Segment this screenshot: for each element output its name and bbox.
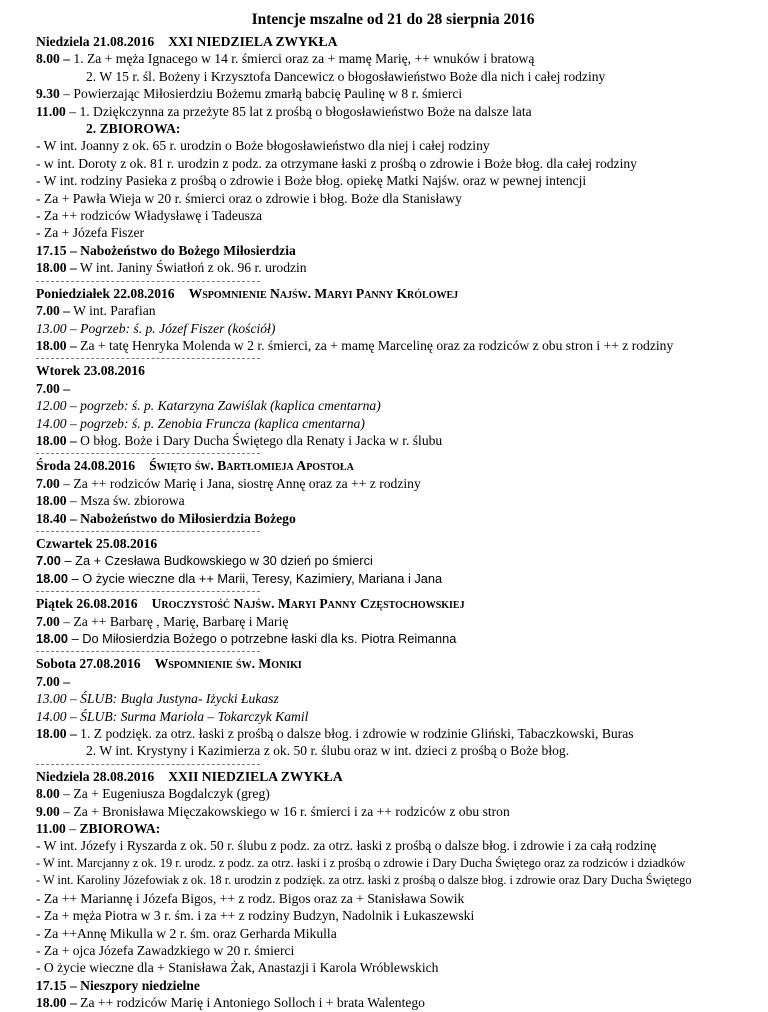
intentions-list [36, 33, 750, 1012]
intention-text: - w int. Doroty z ok. 81 r. urodzin z podz. za otrzymane łaski z prośbą o zdrowie i Boże błog. dla całej rodziny [36, 155, 637, 171]
day-heading [36, 595, 750, 612]
mass-time: 9.00 [36, 803, 60, 819]
intention-line [36, 742, 750, 759]
section-divider [36, 358, 260, 359]
intention-line [36, 242, 750, 259]
intention-line [36, 803, 750, 820]
intention-line [36, 907, 750, 924]
section-divider [36, 651, 260, 652]
intention-text: - W int. Marcjanny z ok. 19 r. urodz. z podz. za otrz. łaski i z prośbą o zdrowie i Dary Ducha Świętego oraz za rodziców i dziadków [36, 855, 686, 870]
intention-italic: 14.00 – pogrzeb: ś. p. Zenobia Fruncza (kaplica cmentarna) [36, 415, 365, 431]
mass-time: 18.00 – [36, 337, 77, 353]
mass-time: 18.00 [36, 493, 67, 509]
intention-text: – Za ++ Barbarę , Marię, Barbarę i Marię [59, 613, 289, 629]
mass-time: 7.00 [36, 475, 60, 491]
intention-text: 1. Z podzięk. za otrz. łaski z prośbą o dalsze błog. i zdrowie w rodzinie Gliński, Tabaczkowski, Buras [76, 726, 634, 742]
intention-text: Za ++ rodziców Marię i Antoniego Solloch i + brata Walentego [76, 995, 425, 1011]
intention-text: 1. Za + męża Ignacego w 14 r. śmierci oraz za + mamę Marię, ++ wnuków i bratową [69, 51, 535, 67]
mass-time: 7.00 – [36, 380, 70, 396]
mass-time: 18.00 – [36, 995, 77, 1011]
intention-line [36, 613, 750, 630]
intention-text: - W int. Karoliny Józefowiak z ok. 18 r. urodzin z podzięk. za otrz. łaski z prośbą o dalsze błog. i zdrowie oraz Dary Ducha Świętego [36, 873, 692, 888]
intention-line [36, 85, 750, 102]
mass-time: 7.00 – [36, 673, 70, 689]
section-divider [36, 453, 260, 454]
intention-bold: 17.15 – Nieszpory niedzielne [36, 977, 200, 993]
mass-time: 18.00 – [36, 726, 77, 742]
day-heading [36, 655, 750, 672]
intention-line [36, 890, 750, 907]
intention-line [36, 380, 750, 397]
intention-text: – Msza św. zbiorowa [66, 493, 185, 509]
intention-text: – Za + Czesława Budkowskiego w 30 dzień po śmierci [60, 553, 373, 569]
intention-line [36, 103, 750, 120]
intention-line [36, 207, 750, 224]
intention-line [36, 397, 750, 414]
mass-time: 18.00 [36, 631, 69, 646]
intention-text: Za + tatę Henryka Molenda w 2 r. śmierci, za + mamę Marcelinę oraz za rodziców z obu stron i ++ z rodziny [76, 337, 674, 353]
page-title: Intencje mszalne od 21 do 28 sierpnia 2016 [251, 11, 535, 28]
intention-text: – Za ++ rodziców Marię i Jana, siostrę Annę oraz za ++ z rodziny [59, 475, 421, 491]
intention-text: – [65, 821, 80, 837]
intention-line [36, 415, 750, 432]
day-date: Piątek 26.08.2016 [36, 596, 138, 612]
mass-time: 9.30 [36, 86, 60, 102]
intention-italic: 13.00 – Pogrzeb: ś. p. Józef Fiszer (kościół) [36, 320, 276, 336]
intention-bold: ZBIOROWA: [79, 821, 161, 837]
intention-line [36, 820, 750, 837]
mass-time: 18.00 – [36, 432, 77, 448]
day-heading [36, 457, 750, 474]
intention-line [36, 942, 750, 959]
intention-text: - W int. Józefy i Ryszarda z ok. 50 r. ślubu z podz. za otrz. łaski z prośbą o dalsze błog. i zdrowie i za całą rodzinę [36, 838, 657, 854]
intention-line [36, 320, 750, 337]
intention-italic: 12.00 – pogrzeb: ś. p. Katarzyna Zawiślak (kaplica cmentarna) [36, 398, 381, 414]
day-feast: Wspomnienie Najśw. Maryi Panny Królowej [188, 285, 459, 301]
mass-time: 7.00 – [36, 303, 70, 319]
intention-text: – O życie wieczne dla ++ Marii, Teresy, Kazimiery, Mariana i Jana [68, 570, 443, 586]
mass-time: 11.00 [36, 103, 66, 119]
day-date: Sobota 27.08.2016 [36, 656, 141, 672]
day-date: Wtorek 23.08.2016 [36, 363, 145, 379]
day-date: Niedziela 28.08.2016 [36, 768, 155, 784]
intention-line [36, 120, 750, 137]
day-feast: Wspomnienie św. Moniki [154, 656, 302, 672]
intention-text: - Za + Józefa Fiszer [36, 225, 145, 241]
intention-line [36, 977, 750, 994]
intention-line [36, 137, 750, 154]
day-date: Czwartek 25.08.2016 [36, 535, 158, 551]
intention-text: 2. W 15 r. śl. Bożeny i Krzysztofa Dancewicz o błogosławieństwo Boże dla nich i całej rodziny [86, 68, 606, 84]
intention-line [36, 302, 750, 319]
mass-time: 11.00 [36, 821, 66, 837]
intention-line [36, 855, 750, 872]
day-heading [36, 33, 750, 50]
mass-time: 18.00 [36, 570, 69, 586]
intention-line [36, 994, 750, 1011]
intention-line [36, 337, 750, 354]
intention-line [36, 925, 750, 942]
intention-text: – Powierzając Miłosierdziu Bożemu zmarłą babcię Paulinę w 8 r. śmierci [59, 86, 463, 102]
intention-text: - Za ++ Mariannę i Józefa Bigos, ++ z rodz. Bigos oraz za + Stanisława Sowik [36, 890, 465, 906]
day-heading [36, 362, 750, 379]
intention-line [36, 190, 750, 207]
mass-time: 18.00 – [36, 260, 77, 276]
intention-line [36, 432, 750, 449]
intention-bold: 18.40 – Nabożeństwo do Miłosierdzia Bożego [36, 510, 296, 526]
intention-italic: 13.00 – ŚLUB: Bugla Justyna- Iżycki Łukasz [36, 691, 279, 707]
intention-line [36, 725, 750, 742]
day-heading [36, 285, 750, 302]
intention-text: - Za + Pawła Wieja w 20 r. śmierci oraz o zdrowie i błog. Boże dla Stanisławy [36, 190, 462, 206]
section-divider [36, 764, 260, 765]
intention-text: - W int. Joanny z ok. 65 r. urodzin o Boże błogosławieństwo dla niej i całej rodziny [36, 138, 490, 154]
intention-text: - O życie wieczne dla + Stanisława Żak, Anastazji i Karola Wróblewskich [36, 960, 439, 976]
intention-line [36, 259, 750, 276]
day-feast: Święto św. Bartłomieja Apostoła [149, 458, 354, 474]
section-divider [36, 531, 260, 532]
intention-text: - Za + ojca Józefa Zawadzkiego w 20 r. śmierci [36, 942, 295, 958]
day-feast: XXII NIEDZIELA ZWYKŁA [168, 768, 343, 784]
intention-text: – Za + Eugeniusza Bogdalczyk (greg) [59, 786, 270, 802]
intention-line [36, 50, 750, 67]
intention-italic: 14.00 – ŚLUB: Surma Mariola – Tokarczyk Kamil [36, 708, 309, 724]
intention-bold: 17.15 – Nabożeństwo do Bożego Miłosierdzia [36, 242, 296, 258]
intention-line [36, 68, 750, 85]
intention-text: – Za + Bronisława Mięczakowskiego w 16 r. śmierci i za ++ rodziców z obu stron [59, 803, 510, 819]
intention-line [36, 673, 750, 690]
day-date: Niedziela 21.08.2016 [36, 34, 155, 49]
intention-text: - Za ++ rodziców Władysławę i Tadeusza [36, 208, 263, 224]
intention-bold: 2. ZBIOROWA: [86, 121, 181, 137]
intention-text: O błog. Boże i Dary Ducha Świętego dla Renaty i Jacka w r. ślubu [76, 432, 443, 448]
intention-line [36, 172, 750, 189]
intention-text: 2. W int. Krystyny i Kazimierza z ok. 50 r. ślubu oraz w int. dzieci z prośbą o Boże błog. [86, 743, 570, 759]
day-feast: XXI NIEDZIELA ZWYKŁA [168, 34, 338, 49]
intention-line [36, 492, 750, 509]
intention-text: - W int. rodziny Pasieka z prośbą o zdrowie i Boże błog. opiekę Matki Najśw. oraz w pewnej intencji [36, 173, 587, 189]
intention-line [36, 475, 750, 492]
intention-line [36, 155, 750, 172]
day-feast: Uroczystość Najśw. Maryi Panny Częstochowskiej [151, 596, 465, 612]
mass-time: 7.00 [36, 553, 61, 569]
day-heading [36, 535, 750, 552]
intention-line [36, 552, 750, 569]
day-date: Środa 24.08.2016 [36, 458, 136, 474]
day-date: Poniedziałek 22.08.2016 [36, 285, 175, 301]
section-divider [36, 281, 260, 282]
intention-text: – 1. Dziękczynna za przeżyte 85 lat z prośbą o błogosławieństwo Boże na dalsze lata [65, 103, 532, 119]
intention-line [36, 708, 750, 725]
intention-line [36, 224, 750, 241]
intention-line [36, 785, 750, 802]
intention-text: W int. Janiny Światłoń z ok. 96 r. urodzin [76, 260, 307, 276]
section-divider [36, 591, 260, 592]
intention-line [36, 510, 750, 527]
mass-time: 8.00 – [36, 51, 70, 67]
mass-time: 8.00 [36, 786, 60, 802]
intention-text: - Za + męża Piotra w 3 r. śm. i za ++ z rodziny Budzyn, Nadolnik i Łukaszewski [36, 908, 475, 924]
intention-text: W int. Parafian [69, 303, 156, 319]
intention-line [36, 690, 750, 707]
intention-line [36, 872, 750, 889]
intention-line [36, 630, 750, 647]
intention-line [36, 570, 750, 587]
intention-text: – Do Miłosierdzia Bożego o potrzebne łaski dla ks. Piotra Reimanna [68, 631, 457, 646]
day-heading [36, 768, 750, 785]
intention-line [36, 837, 750, 854]
intention-line [36, 959, 750, 976]
mass-time: 7.00 [36, 613, 60, 629]
intention-text: - Za ++Annę Mikulla w 2 r. śm. oraz Gerharda Mikulla [36, 925, 337, 941]
